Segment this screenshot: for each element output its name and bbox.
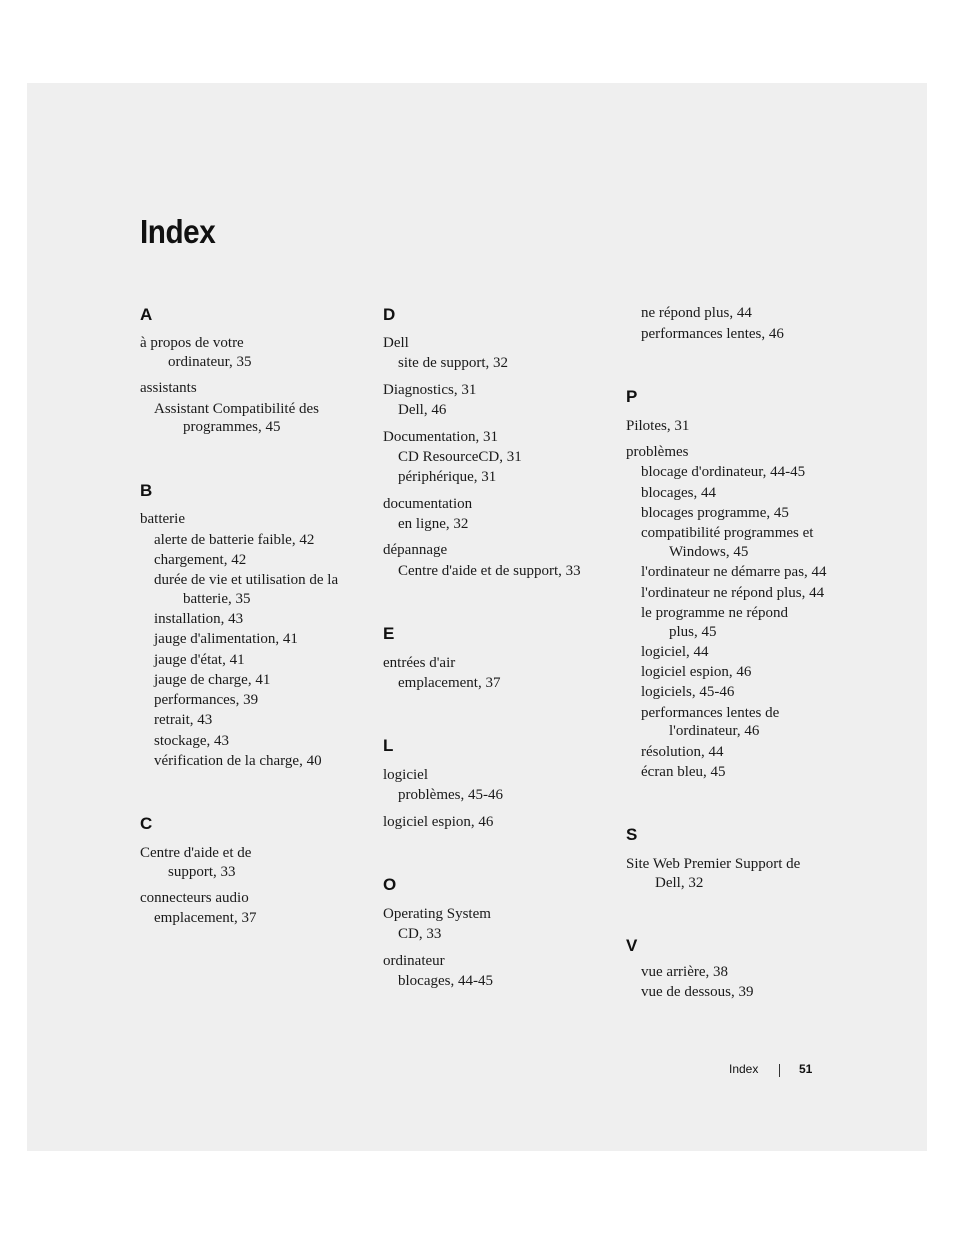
section-letter-d: D <box>383 305 396 324</box>
index-entry: entrées d'air <box>383 655 456 671</box>
section-letter-s: S <box>626 825 638 844</box>
index-subentry: le programme ne répond <box>641 605 789 621</box>
index-subentry: performances lentes, 46 <box>641 326 784 342</box>
index-entry: Pilotes, 31 <box>626 418 690 434</box>
index-entry: documentation <box>383 496 473 512</box>
index-entry: assistants <box>140 380 197 396</box>
index-subentry: blocages, 44 <box>641 485 716 501</box>
index-subentry: emplacement, 37 <box>398 675 501 691</box>
index-subentry: alerte de batterie faible, 42 <box>154 532 315 548</box>
index-subentry: en ligne, 32 <box>398 516 469 532</box>
index-subentry: l'ordinateur ne démarre pas, 44 <box>641 564 827 580</box>
section-letter-a: A <box>140 305 153 324</box>
index-entry: ordinateur <box>383 953 445 969</box>
index-subentry: Centre d'aide et de support, 33 <box>398 563 581 579</box>
index-entry: Centre d'aide et de <box>140 845 252 861</box>
index-subentry: jauge d'état, 41 <box>154 652 245 668</box>
index-subentry: résolution, 44 <box>641 744 724 760</box>
footer-label: Index <box>729 1062 759 1076</box>
index-entry-continuation: support, 33 <box>168 864 236 880</box>
index-subentry: installation, 43 <box>154 611 244 627</box>
index-entry: logiciel espion, 46 <box>383 814 494 830</box>
footer-divider <box>779 1064 780 1077</box>
page-number: 51 <box>799 1062 813 1076</box>
index-subentry: durée de vie et utilisation de la <box>154 572 339 588</box>
index-subentry: logiciels, 45-46 <box>641 684 735 700</box>
index-entry: problèmes <box>626 444 689 460</box>
index-subentry: CD, 33 <box>398 926 442 942</box>
section-letter-c: C <box>140 814 153 833</box>
index-entry: dépannage <box>383 542 448 558</box>
index-subentry: écran bleu, 45 <box>641 764 726 780</box>
index-subentry: logiciel, 44 <box>641 644 709 660</box>
index-subentry: retrait, 43 <box>154 712 213 728</box>
index-subentry: vue arrière, 38 <box>641 964 729 980</box>
index-subentry: CD ResourceCD, 31 <box>398 449 522 465</box>
index-subentry-continuation: Windows, 45 <box>669 544 749 560</box>
index-subentry: vérification de la charge, 40 <box>154 753 322 769</box>
index-entry: Documentation, 31 <box>383 429 498 445</box>
index-subentry-continuation: batterie, 35 <box>183 591 251 607</box>
index-subentry: blocage d'ordinateur, 44-45 <box>641 464 806 480</box>
section-letter-e: E <box>383 624 395 643</box>
section-letter-b: B <box>140 481 153 500</box>
index-subentry: vue de dessous, 39 <box>641 984 754 1000</box>
index-entry: Operating System <box>383 906 491 922</box>
index-subentry: Dell, 46 <box>398 402 447 418</box>
index-subentry: jauge d'alimentation, 41 <box>154 631 298 647</box>
index-subentry-continuation: plus, 45 <box>669 624 717 640</box>
index-entry: batterie <box>140 511 185 527</box>
index-entry: Diagnostics, 31 <box>383 382 477 398</box>
index-subentry: blocages, 44-45 <box>398 973 493 989</box>
index-subentry: performances lentes de <box>641 705 780 721</box>
index-subentry: jauge de charge, 41 <box>154 672 271 688</box>
index-entry: connecteurs audio <box>140 890 249 906</box>
index-subentry: logiciel espion, 46 <box>641 664 752 680</box>
index-subentry-continuation: l'ordinateur, 46 <box>669 723 760 739</box>
section-letter-v: V <box>626 936 638 955</box>
page-title: Index <box>140 213 216 250</box>
section-letter-o: O <box>383 875 397 894</box>
index-subentry: Assistant Compatibilité des <box>154 401 319 417</box>
index-entry: logiciel <box>383 767 428 783</box>
index-subentry-continuation: programmes, 45 <box>183 419 281 435</box>
index-subentry: compatibilité programmes et <box>641 525 814 541</box>
index-subentry: performances, 39 <box>154 692 259 708</box>
index-entry: Dell <box>383 335 409 351</box>
section-letter-p: P <box>626 387 638 406</box>
index-subentry: blocages programme, 45 <box>641 505 789 521</box>
index-entry-continuation: Dell, 32 <box>655 875 704 891</box>
section-letter-l: L <box>383 736 394 755</box>
index-subentry: problèmes, 45-46 <box>398 787 503 803</box>
index-subentry: emplacement, 37 <box>154 910 257 926</box>
index-subentry: stockage, 43 <box>154 733 229 749</box>
index-subentry: ne répond plus, 44 <box>641 305 752 321</box>
index-subentry: périphérique, 31 <box>398 469 497 485</box>
index-subentry: l'ordinateur ne répond plus, 44 <box>641 585 825 601</box>
index-entry: Site Web Premier Support de <box>626 856 801 872</box>
index-subentry: site de support, 32 <box>398 355 508 371</box>
index-entry: à propos de votre <box>140 335 244 351</box>
index-subentry: chargement, 42 <box>154 552 247 568</box>
index-entry-continuation: ordinateur, 35 <box>168 354 252 370</box>
